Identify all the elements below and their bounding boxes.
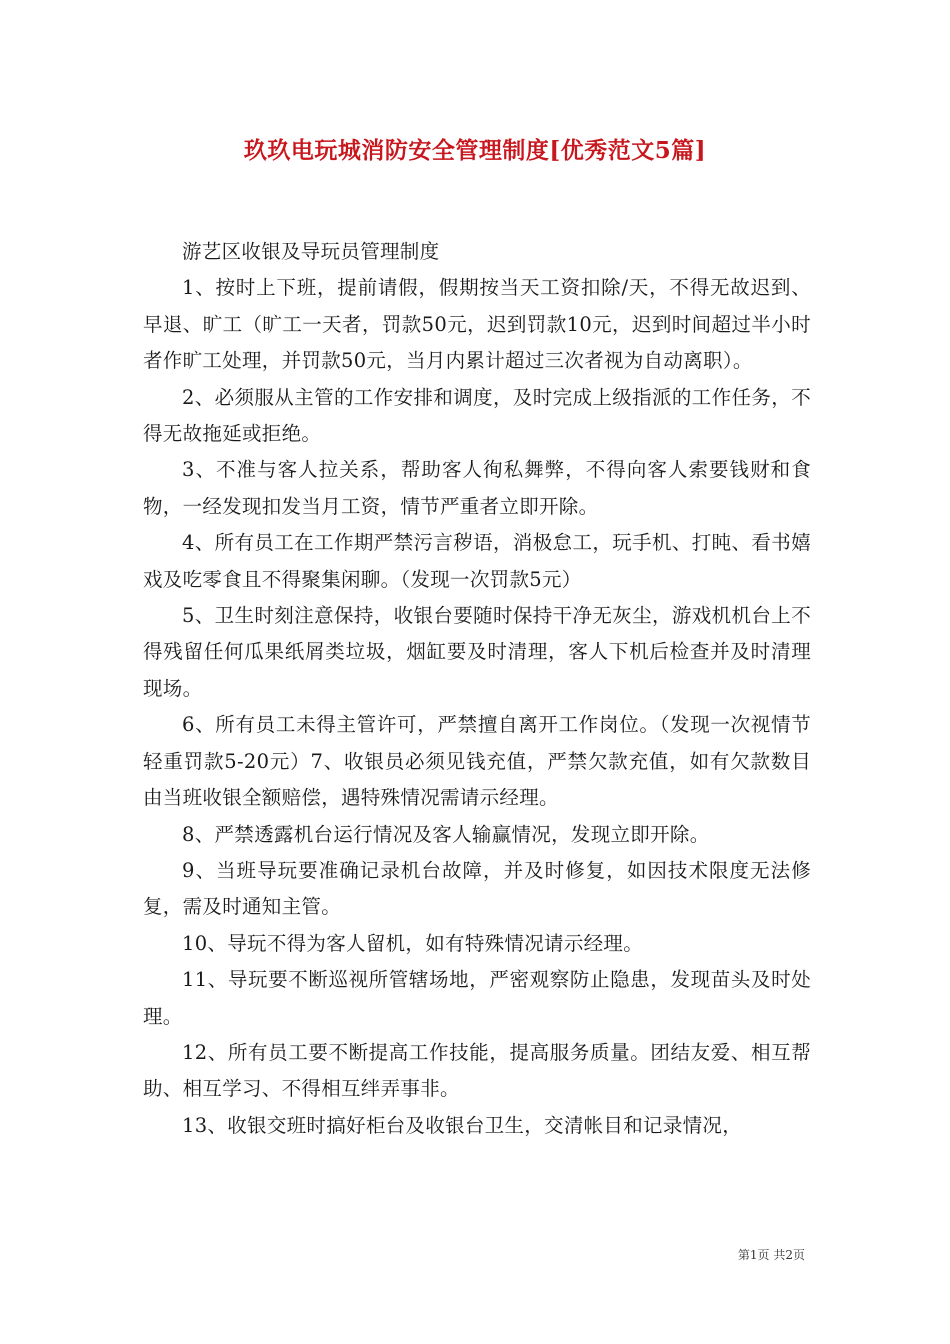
paragraph: 2、必须服从主管的工作安排和调度，及时完成上级指派的工作任务，不得无故拖延或拒绝。 xyxy=(143,385,811,446)
paragraph: 10、导玩不得为客人留机，如有特殊情况请示经理。 xyxy=(182,931,644,955)
document-title: 玖玖电玩城消防安全管理制度[优秀范文5篇] xyxy=(243,137,707,164)
paragraph: 9、当班导玩要准确记录机台故障，并及时修复，如因技术限度无法修复，需及时通知主管。 xyxy=(143,858,811,919)
paragraph: 4、所有员工在工作期严禁污言秽语，消极怠工，玩手机、打盹、看书嬉戏及吃零食且不得聚集闲聊。（发现一次罚款5元） xyxy=(143,531,811,591)
document-body xyxy=(143,234,811,1144)
paragraph: 3、不准与客人拉关系，帮助客人徇私舞弊，不得向客人索要钱财和食物，一经发现扣发当月工资，情节严重者立即开除。 xyxy=(143,458,811,518)
paragraph: 游艺区收银及导玩员管理制度 xyxy=(182,240,440,263)
paragraph: 8、严禁透露机台运行情况及客人输赢情况，发现立即开除。 xyxy=(182,822,710,846)
paragraph: 5、卫生时刻注意保持，收银台要随时保持干净无灰尘，游戏机机台上不得残留任何瓜果纸屑类垃圾，烟缸要及时清理，客人下机后检查并及时清理现场。 xyxy=(143,604,811,700)
paragraph: 13、收银交班时搞好柜台及收银台卫生，交清帐目和记录情况， xyxy=(182,1113,743,1137)
paragraph: 12、所有员工要不断提高工作技能，提高服务质量。团结友爱、相互帮助、相互学习、不得相互绊弄事非。 xyxy=(143,1040,811,1101)
paragraph: 1、按时上下班，提前请假，假期按当天工资扣除/天，不得无故迟到、早退、旷工（旷工一天者，罚款50元，迟到罚款10元，迟到时间超过半小时者作旷工处理，并罚款50元，当月内累计超过三次者视为自动离职）。 xyxy=(143,276,811,373)
page-number: 第1页 共2页 xyxy=(737,1248,805,1262)
paragraph: 6、所有员工未得主管许可，严禁擅自离开工作岗位。（发现一次视情节轻重罚款5-20元）7、收银员必须见钱充值，严禁欠款充值，如有欠款数目由当班收银全额赔偿，遇特殊情况需请示经理。 xyxy=(143,713,811,810)
paragraph: 11、导玩要不断巡视所管辖场地，严密观察防止隐患，发现苗头及时处理。 xyxy=(143,968,811,1028)
